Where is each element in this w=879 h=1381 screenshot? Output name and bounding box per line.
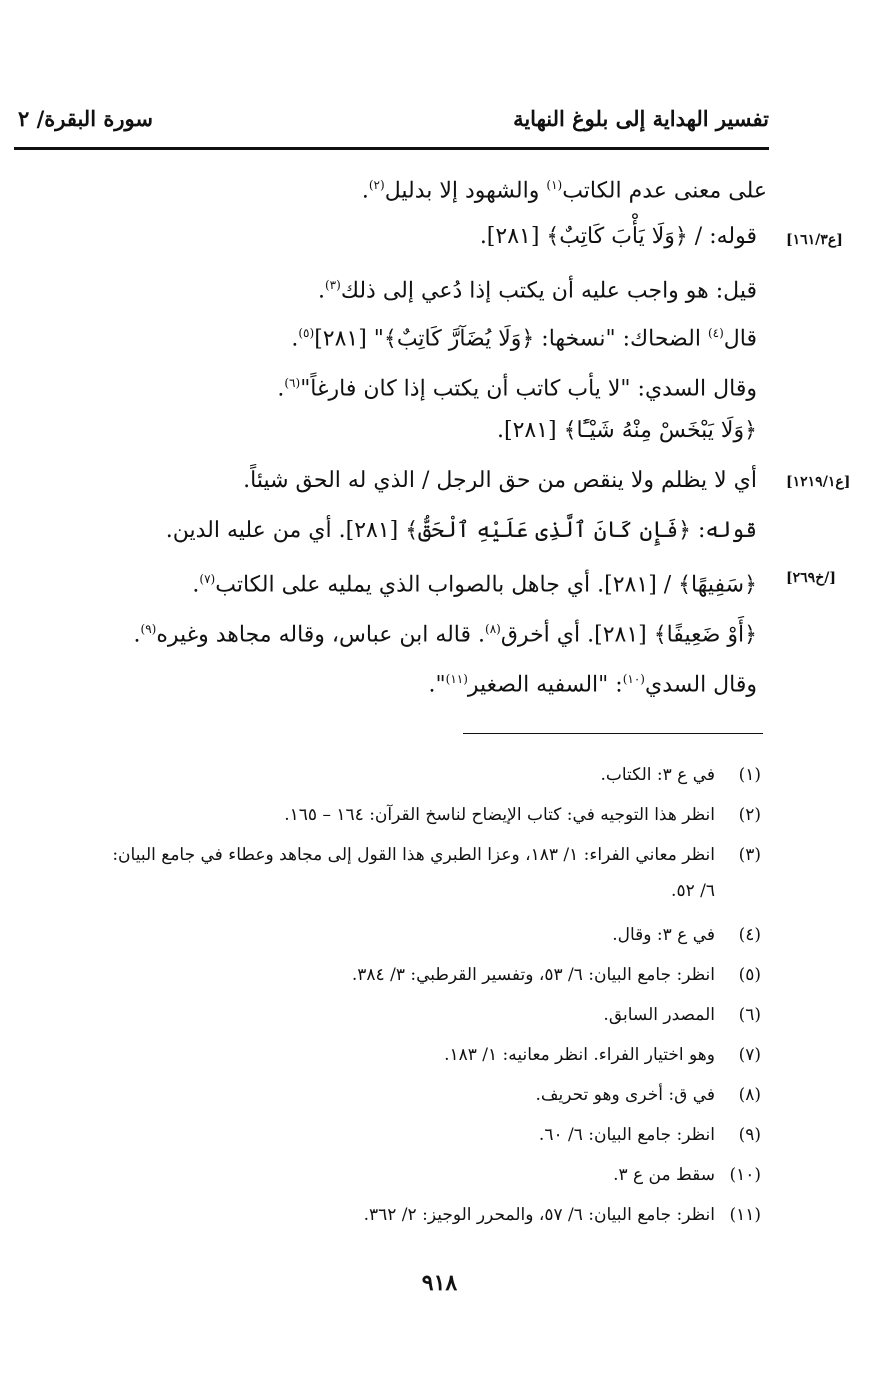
text-line: وقال السدي: "لا يأب كاتب أن يكتب إذا كان فارغاً"$^{(٦)}$. [277, 376, 757, 402]
margin-reference: [ع١٦١/٣] [786, 232, 843, 248]
surah-label: سورة البقرة/ ٢ [18, 106, 153, 131]
footnote: (٣)انظر معاني الفراء: ١/ ١٨٣، وعزا الطبري هذا القول إلى مجاهد وعطاء في جامع البيان: [112, 845, 761, 865]
book-title: تفسير الهداية إلى بلوغ النهاية [513, 106, 769, 131]
footnote: (٨)في ق: أخرى وهو تحريف. [535, 1085, 761, 1105]
text-line: ﴿أَوْ ضَعِيفًا﴾ [٢٨١]. أي أخرق$^{(٨)}$. قاله ابن عباس، وقاله مجاهد وغيره$^{(٩)}$. [133, 622, 757, 648]
text-line: قوله: / ﴿وَلَا يَأْبَ كَاتِبٌ﴾ [٢٨١]. [479, 224, 757, 249]
text-line: أي لا يظلم ولا ينقص من حق الرجل / الذي له الحق شيئاً. [243, 468, 757, 493]
running-header [18, 106, 769, 142]
text-line: ﴿سَفِيهًا﴾ / [٢٨١]. أي جاهل بالصواب الذي يمليه على الكاتب$^{(٧)}$. [192, 572, 757, 598]
margin-reference: [خ٢٦٩/] [786, 570, 836, 586]
footnote: (١١)انظر: جامع البيان: ٦/ ٥٧، والمحرر الوجيز: ٢/ ٣٦٢. [363, 1205, 761, 1225]
footnote: (٤)في ع ٣: وقال. [612, 925, 761, 945]
footnote-separator [463, 733, 763, 734]
footnote: (١٠)سقط من ع ٣. [613, 1165, 761, 1185]
text-line: قيل: هو واجب عليه أن يكتب إذا دُعي إلى ذلك$^{(٣)}$. [317, 278, 757, 304]
footnote: (٧)وهو اختيار الفراء. انظر معانيه: ١/ ١٨٣. [444, 1045, 761, 1065]
margin-reference: [ع١٢١٩/١] [786, 474, 851, 490]
footnote: (٦)المصدر السابق. [603, 1005, 761, 1025]
footnote-continuation: ٦/ ٥٢. [671, 881, 715, 901]
text-line: وقال السدي$^{(١٠)}$: "السفيه الصغير$^{(١١)}$". [428, 672, 757, 698]
footnote: (٥)انظر: جامع البيان: ٦/ ٥٣، وتفسير القرطبي: ٣/ ٣٨٤. [351, 965, 761, 985]
page-number: ٩١٨ [421, 1270, 458, 1296]
text-line: ﴿وَلَا يَبْخَسْ مِنْهُ شَيْـًٔا﴾ [٢٨١]. [497, 418, 757, 443]
footnote: (٢)انظر هذا التوجيه في: كتاب الإيضاح لناسخ القرآن: ١٦٤ – ١٦٥. [284, 805, 761, 825]
text-line: قال$^{(٤)}$ الضحاك: "نسخها: ﴿وَلَا يُضَآرَّ كَاتِبٌ﴾" [٢٨١]$^{(٥)}$. [291, 326, 757, 352]
text-line: على معنى عدم الكاتب$^{(١)}$ والشهود إلا بدليل$^{(٢)}$. [361, 178, 767, 204]
header-rule [14, 147, 769, 150]
footnote: (١)في ع ٣: الكتاب. [600, 765, 761, 785]
text-line: قوله: ﴿فَإِن كَانَ ٱلَّذِى عَلَيْهِ ٱلْحَقُّ﴾ [٢٨١]. أي من عليه الدين. [165, 518, 757, 543]
footnote: (٩)انظر: جامع البيان: ٦/ ٦٠. [538, 1125, 761, 1145]
